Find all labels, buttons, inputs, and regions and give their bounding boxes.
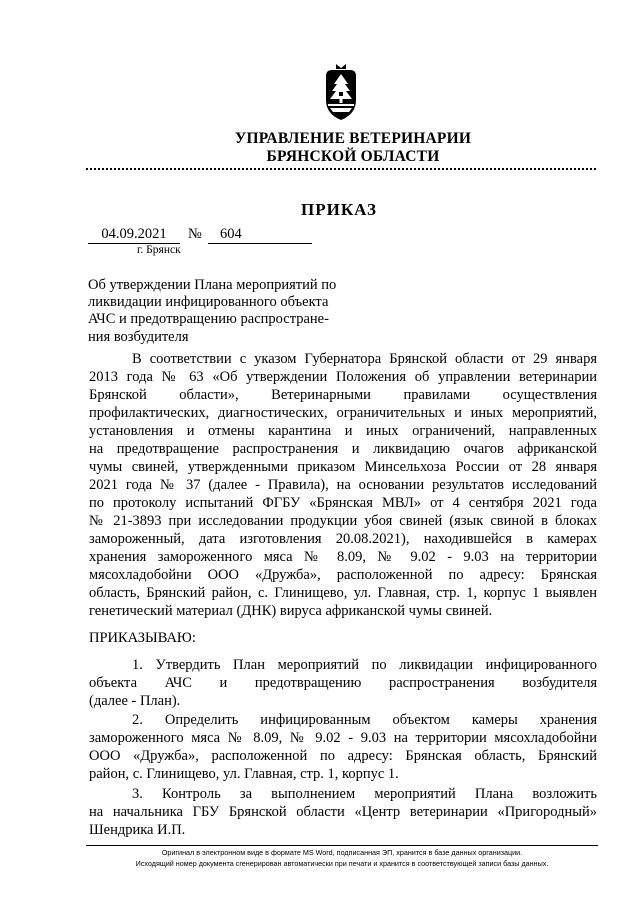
organization-name-line1: УПРАВЛЕНИЕ ВЕТЕРИНАРИИ	[234, 130, 472, 147]
document-number: 604	[208, 226, 312, 244]
text-line: Шендрика И.П.	[89, 822, 186, 838]
text-line: (далее - План).	[89, 693, 181, 709]
order-keyword: ПРИКАЗЫВАЮ:	[89, 630, 196, 646]
text-line: 2. Определить инфицированным объектом камеры хранения	[132, 712, 597, 728]
text-line: профилактических, диагностических, ограничительных и иных мероприятий,	[89, 405, 597, 421]
subject-line: ния возбудителя	[88, 328, 189, 345]
text-line: установления и отмены карантина и иных ограничений, направленных	[89, 423, 597, 439]
document-city: г. Брянск	[137, 244, 181, 256]
footer-line: Оригинал в электронном виде в формате MS Word, подписанная ЭП, хранится в базе данных организации.	[161, 848, 523, 857]
header-divider	[86, 168, 596, 170]
text-line: ООО «Дружба», расположенной по адресу: Брянская область, Брянский	[89, 748, 597, 764]
text-line: на предотвращение распространения и ликвидацию очагов африканской	[89, 441, 597, 457]
text-line: по протоколу испытаний ФГБУ «Брянская МВЛ» от 4 сентября 2021 года	[89, 495, 597, 511]
document-date: 04.09.2021	[88, 226, 180, 244]
preamble-paragraph	[89, 350, 597, 620]
text-line: 2021 года № 37 (далее - Правила), на основании результатов исследований	[89, 477, 597, 493]
organization-name-line2: БРЯНСКОЙ ОБЛАСТИ	[266, 148, 440, 165]
text-line: Брянской области», Ветеринарными правилами осуществления	[89, 387, 597, 403]
text-line: хранения замороженного мяса № 8.09, № 9.02 - 9.03 на территории	[89, 549, 597, 565]
text-line: замороженный, дата изготовления 20.08.2021), находившейся в камерах	[89, 531, 597, 547]
text-line: № 21-3893 при исследовании продукции убоя свиней (язык свиной в блоках	[89, 513, 597, 529]
text-line: чумы свиней, утвержденными приказом Минсельхоза России от 28 января	[89, 459, 597, 475]
text-line: 1. Утвердить План мероприятий по ликвидации инфицированного	[132, 657, 597, 673]
electronic-signature-footer	[86, 845, 598, 869]
text-line: 3. Контроль за выполнением мероприятий Плана возложить	[132, 786, 597, 802]
document-subject	[88, 277, 355, 346]
text-line: 2013 года № 63 «Об утверждении Положения об управлении ветеринарии	[89, 369, 597, 385]
text-line: мясохладобойни ООО «Дружба», расположенной по адресу: Брянская	[89, 567, 597, 583]
order-item-2	[89, 711, 597, 783]
text-line: область, Брянский район, с. Глинищево, ул. Главная, стр. 1, корпус 1 выявлен	[89, 585, 597, 601]
order-item-3	[89, 785, 597, 839]
text-line: В соответствии с указом Губернатора Брянской области от 29 января	[132, 351, 597, 367]
subject-line: ликвидации инфицированного объекта	[88, 294, 329, 311]
coat-of-arms-icon	[318, 62, 364, 122]
text-line: на начальника ГБУ Брянской области «Центр ветеринарии «Пригородный»	[89, 804, 597, 820]
document-title: ПРИКАЗ	[301, 200, 377, 219]
subject-line: АЧС и предотвращению распростране-	[88, 311, 329, 328]
text-line: генетический материал (ДНК) вируса африканской чумы свиней.	[89, 603, 493, 619]
number-sign: №	[188, 226, 202, 242]
text-line: объекта АЧС и предотвращению распространения возбудителя	[89, 675, 597, 691]
text-line: замороженного мяса № 8.09, № 9.02 - 9.03 на территории мясохладобойни	[89, 730, 597, 746]
order-item-1	[89, 656, 597, 710]
subject-line: Об утверждении Плана мероприятий по	[88, 277, 337, 293]
text-line: район, с. Глинищево, ул. Главная, стр. 1, корпус 1.	[89, 766, 399, 782]
footer-line: Исходящий номер документа сгенерирован автоматически при печати и хранится в соответствующей записи базы данных.	[135, 859, 549, 868]
